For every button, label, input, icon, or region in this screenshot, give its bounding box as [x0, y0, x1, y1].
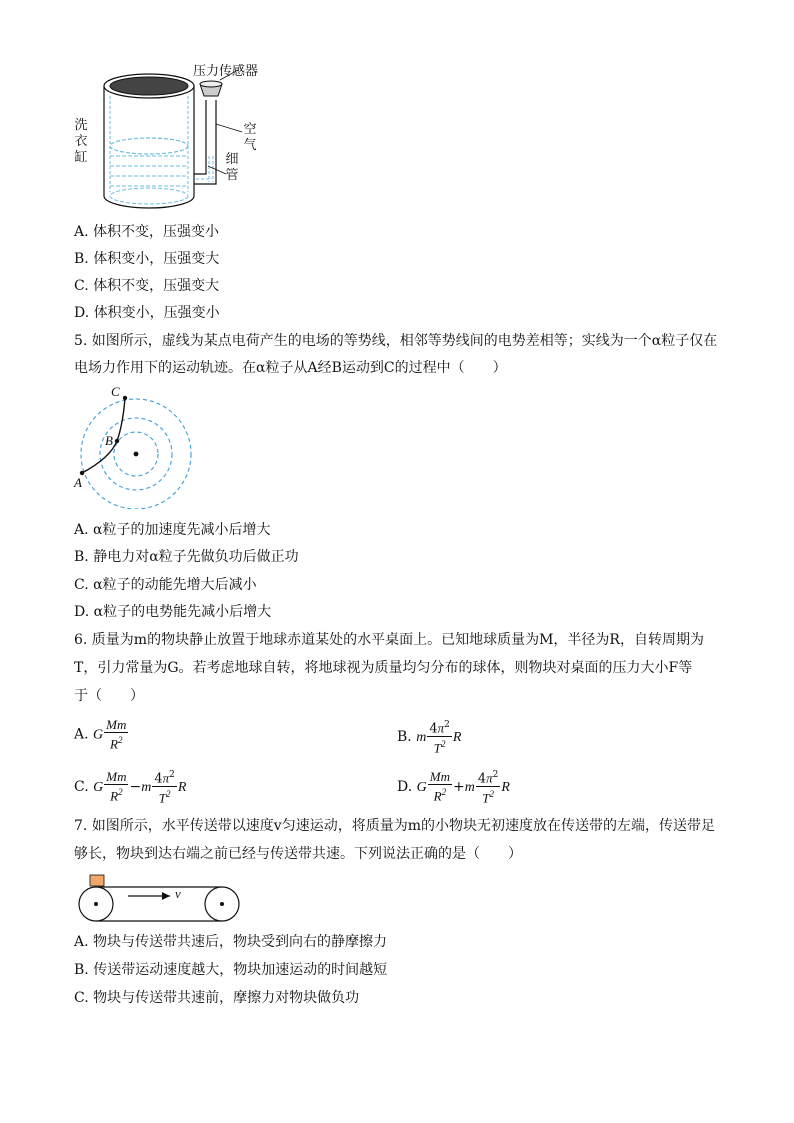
point-c-label: C [111, 384, 120, 399]
q6-option-c-prefix: C. [74, 778, 89, 795]
q6-option-b-prefix: B. [397, 728, 412, 745]
q6-stem-line3: 于（ ） [74, 688, 144, 704]
velocity-label: v [175, 886, 181, 901]
q6-option-d-prefix: D. [397, 778, 413, 795]
q4-option-b: B. 体积变小，压强变大 [74, 251, 220, 267]
point-b-dot [115, 439, 119, 443]
small-block [90, 875, 104, 886]
tub-label: 洗衣缸 [74, 118, 88, 165]
q7-option-c: C. 物块与传送带共速前，摩擦力对物块做负功 [74, 990, 360, 1006]
pressure-sensor-label: 压力传感器 [193, 64, 259, 79]
q7-stem-line2: 够长，物块到达右端之前已经与传送带共速。下列说法正确的是（ ） [74, 846, 522, 862]
point-b-label: B [105, 433, 113, 448]
q4-option-d: D. 体积变小，压强变小 [74, 305, 220, 321]
q6-option-c: C. G $\frac{Mm}{R^2}$ −m $\frac{4\pi^2}{T^2}$ R [74, 769, 187, 806]
conveyor-belt-diagram [72, 872, 244, 924]
velocity-arrow [162, 892, 170, 900]
q5-option-d: D. α粒子的电势能先减小后增大 [74, 604, 272, 620]
point-a-label: A [74, 475, 82, 490]
q6-option-d: D. G $\frac{Mm}{R^2}$ +m $\frac{4\pi^2}{T^2}$ R [397, 769, 510, 806]
q7-stem-line1: 7. 如图所示，水平传送带以速度v匀速运动，将质量为m的小物块无初速度放在传送带的左端，传送带足 [74, 818, 715, 834]
q6-option-b: B. m $\frac{4\pi^2}{T^2}$ R [397, 720, 462, 756]
q4-option-a: A. 体积不变，压强变小 [74, 224, 220, 240]
q5-stem-line1: 5. 如图所示，虚线为某点电荷产生的电场的等势线，相邻等势线间的电势差相等；实线为一个α粒子仅在 [74, 333, 718, 349]
q5-stem-line2: 电场力作用下的运动轨迹。在α粒子从A经B运动到C的过程中（ ） [74, 360, 507, 376]
q5-option-c: C. α粒子的动能先增大后减小 [74, 577, 257, 593]
tube-label: 细管 [225, 152, 239, 183]
air-label: 空气 [243, 122, 257, 153]
q5-option-b: B. 静电力对α粒子先做负功后做正功 [74, 549, 299, 565]
q6-stem-line2: T，引力常量为G。若考虑地球自转，将地球视为质量均匀分布的球体，则物块对桌面的压力大小F等 [74, 660, 693, 676]
conveyor-belt-figure [72, 872, 244, 924]
q4-option-c: C. 体积不变，压强变大 [74, 278, 220, 294]
equipotential-figure [70, 384, 200, 509]
q7-option-a: A. 物块与传送带共速后，物块受到向右的静摩擦力 [74, 934, 388, 950]
q7-option-b: B. 传送带运动速度越大，物块加速运动的时间越短 [74, 962, 388, 978]
q6-stem-line1: 6. 质量为m的物块静止放置于地球赤道某处的水平桌面上。已知地球质量为M，半径为R，自转周期为 [74, 632, 704, 648]
equipotential-diagram [70, 384, 200, 509]
q6-option-a: A. G $\frac{Mm}{R^2}$ [74, 717, 127, 752]
point-c-dot [123, 396, 127, 400]
q5-option-a: A. α粒子的加速度先减小后增大 [74, 522, 271, 538]
point-charge-dot [134, 452, 139, 457]
q6-option-a-prefix: A. [74, 726, 89, 743]
